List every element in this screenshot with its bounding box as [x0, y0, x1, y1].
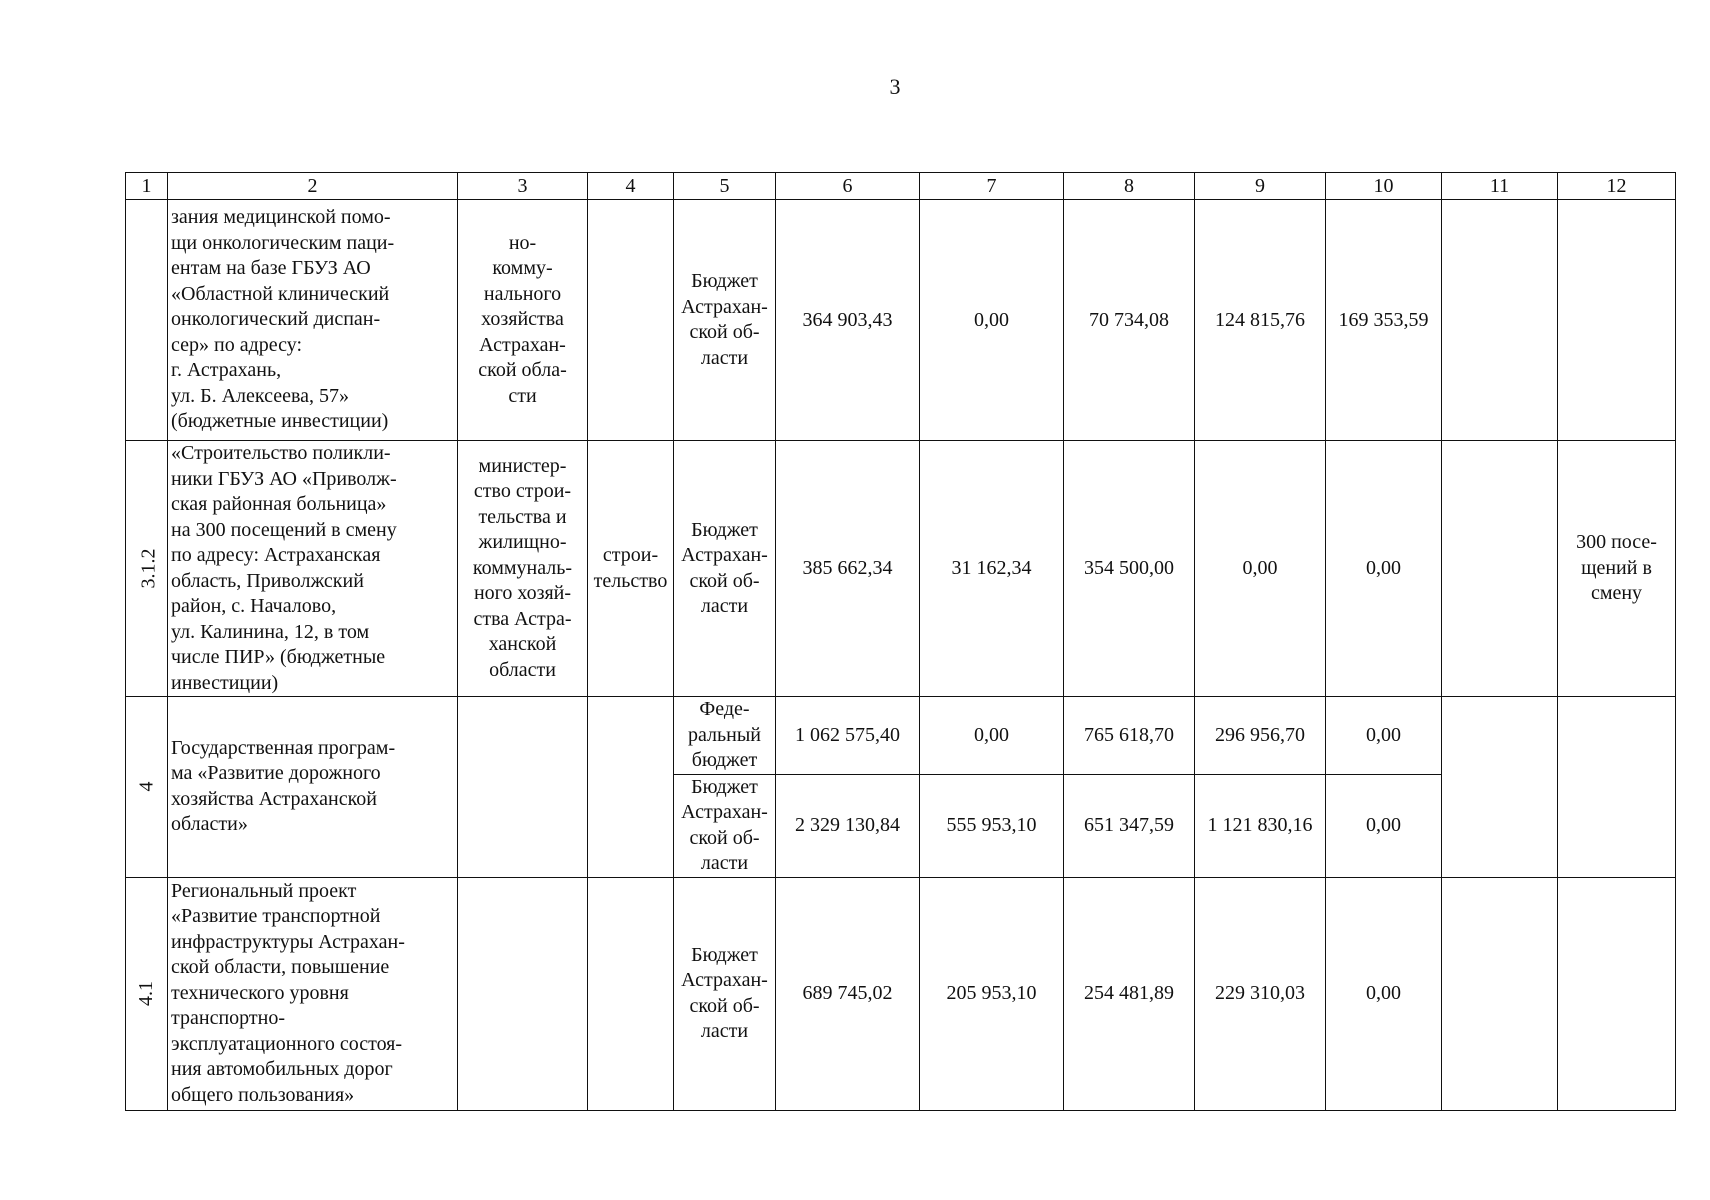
col-header: 2 — [168, 173, 458, 200]
row-name: «Строительство поликли- ники ГБУЗ АО «Приволж- ская районная больница» на 300 посещений в смену по адресу: Астраханская область, Приволжский район, с. Началово, ул. Калинина, 12, в том числе ПИР» (бюджетные инвестиции) — [168, 441, 458, 697]
row-value: 385 662,34 — [776, 441, 920, 697]
row-value: 555 953,10 — [920, 774, 1064, 877]
row-col11 — [1442, 200, 1558, 441]
row-value: 354 500,00 — [1064, 441, 1195, 697]
row-value: 70 734,08 — [1064, 200, 1195, 441]
row-id — [126, 200, 168, 441]
row-source: Бюджет Астрахан- ской об- ласти — [674, 200, 776, 441]
row-value: 0,00 — [1326, 441, 1442, 697]
row-executor — [458, 877, 588, 1110]
row-value: 0,00 — [920, 697, 1064, 775]
row-value: 0,00 — [1326, 877, 1442, 1110]
row-name: Государственная програм- ма «Развитие дорожного хозяйства Астраханской области» — [168, 697, 458, 878]
row-source: Бюджет Астрахан- ской об- ласти — [674, 774, 776, 877]
row-value: 31 162,34 — [920, 441, 1064, 697]
row-value: 205 953,10 — [920, 877, 1064, 1110]
row-value: 229 310,03 — [1195, 877, 1326, 1110]
col-header: 11 — [1442, 173, 1558, 200]
row-value: 765 618,70 — [1064, 697, 1195, 775]
col-header: 1 — [126, 173, 168, 200]
row-col11 — [1442, 441, 1558, 697]
row-value: 254 481,89 — [1064, 877, 1195, 1110]
row-activity — [588, 200, 674, 441]
row-id: 3.1.2 — [126, 441, 168, 697]
row-activity: строи- тельство — [588, 441, 674, 697]
row-value: 124 815,76 — [1195, 200, 1326, 441]
col-header: 10 — [1326, 173, 1442, 200]
row-value: 1 121 830,16 — [1195, 774, 1326, 877]
row-value: 0,00 — [1326, 774, 1442, 877]
row-value: 296 956,70 — [1195, 697, 1326, 775]
row-result — [1558, 697, 1676, 878]
col-header: 9 — [1195, 173, 1326, 200]
row-id: 4 — [126, 697, 168, 878]
col-header: 8 — [1064, 173, 1195, 200]
table-row — [126, 441, 1676, 697]
table-row — [126, 697, 1676, 775]
row-result: 300 посе- щений в смену — [1558, 441, 1676, 697]
col-header: 6 — [776, 173, 920, 200]
row-source: Бюджет Астрахан- ской об- ласти — [674, 441, 776, 697]
row-activity — [588, 697, 674, 878]
col-header: 3 — [458, 173, 588, 200]
row-col11 — [1442, 697, 1558, 878]
row-value: 0,00 — [920, 200, 1064, 441]
col-header: 5 — [674, 173, 776, 200]
row-value: 689 745,02 — [776, 877, 920, 1110]
row-source: Феде- ральный бюджет — [674, 697, 776, 775]
row-result — [1558, 200, 1676, 441]
col-header: 12 — [1558, 173, 1676, 200]
table-row — [126, 877, 1676, 1110]
row-value: 169 353,59 — [1326, 200, 1442, 441]
row-id: 4.1 — [126, 877, 168, 1110]
row-result — [1558, 877, 1676, 1110]
row-executor: но- комму- нального хозяйства Астрахан- ской обла- сти — [458, 200, 588, 441]
row-source: Бюджет Астрахан- ской об- ласти — [674, 877, 776, 1110]
row-value: 1 062 575,40 — [776, 697, 920, 775]
table-row — [126, 200, 1676, 441]
row-executor — [458, 697, 588, 878]
row-value: 0,00 — [1195, 441, 1326, 697]
row-activity — [588, 877, 674, 1110]
page-number: 3 — [889, 74, 901, 99]
col-header: 4 — [588, 173, 674, 200]
row-value: 2 329 130,84 — [776, 774, 920, 877]
row-name: зания медицинской помо- щи онкологическим паци- ентам на базе ГБУЗ АО «Областной клинический онкологический диспан- сер» по адресу: г. Астрахань, ул. Б. Алексеева, 57» (бюджетные инвестиции) — [168, 200, 458, 441]
col-header: 7 — [920, 173, 1064, 200]
row-col11 — [1442, 877, 1558, 1110]
row-value: 651 347,59 — [1064, 774, 1195, 877]
row-executor: министер- ство строи- тельства и жилищно- коммуналь- ного хозяй- ства Астра- ханской области — [458, 441, 588, 697]
header-row — [126, 173, 1676, 200]
row-name: Региональный проект «Развитие транспортной инфраструктуры Астрахан- ской области, повышение технического уровня транспортно- эксплуатационного состоя- ния автомобильных дорог общего пользования» — [168, 877, 458, 1110]
row-value: 364 903,43 — [776, 200, 920, 441]
row-value: 0,00 — [1326, 697, 1442, 775]
budget-table — [125, 172, 1676, 1111]
